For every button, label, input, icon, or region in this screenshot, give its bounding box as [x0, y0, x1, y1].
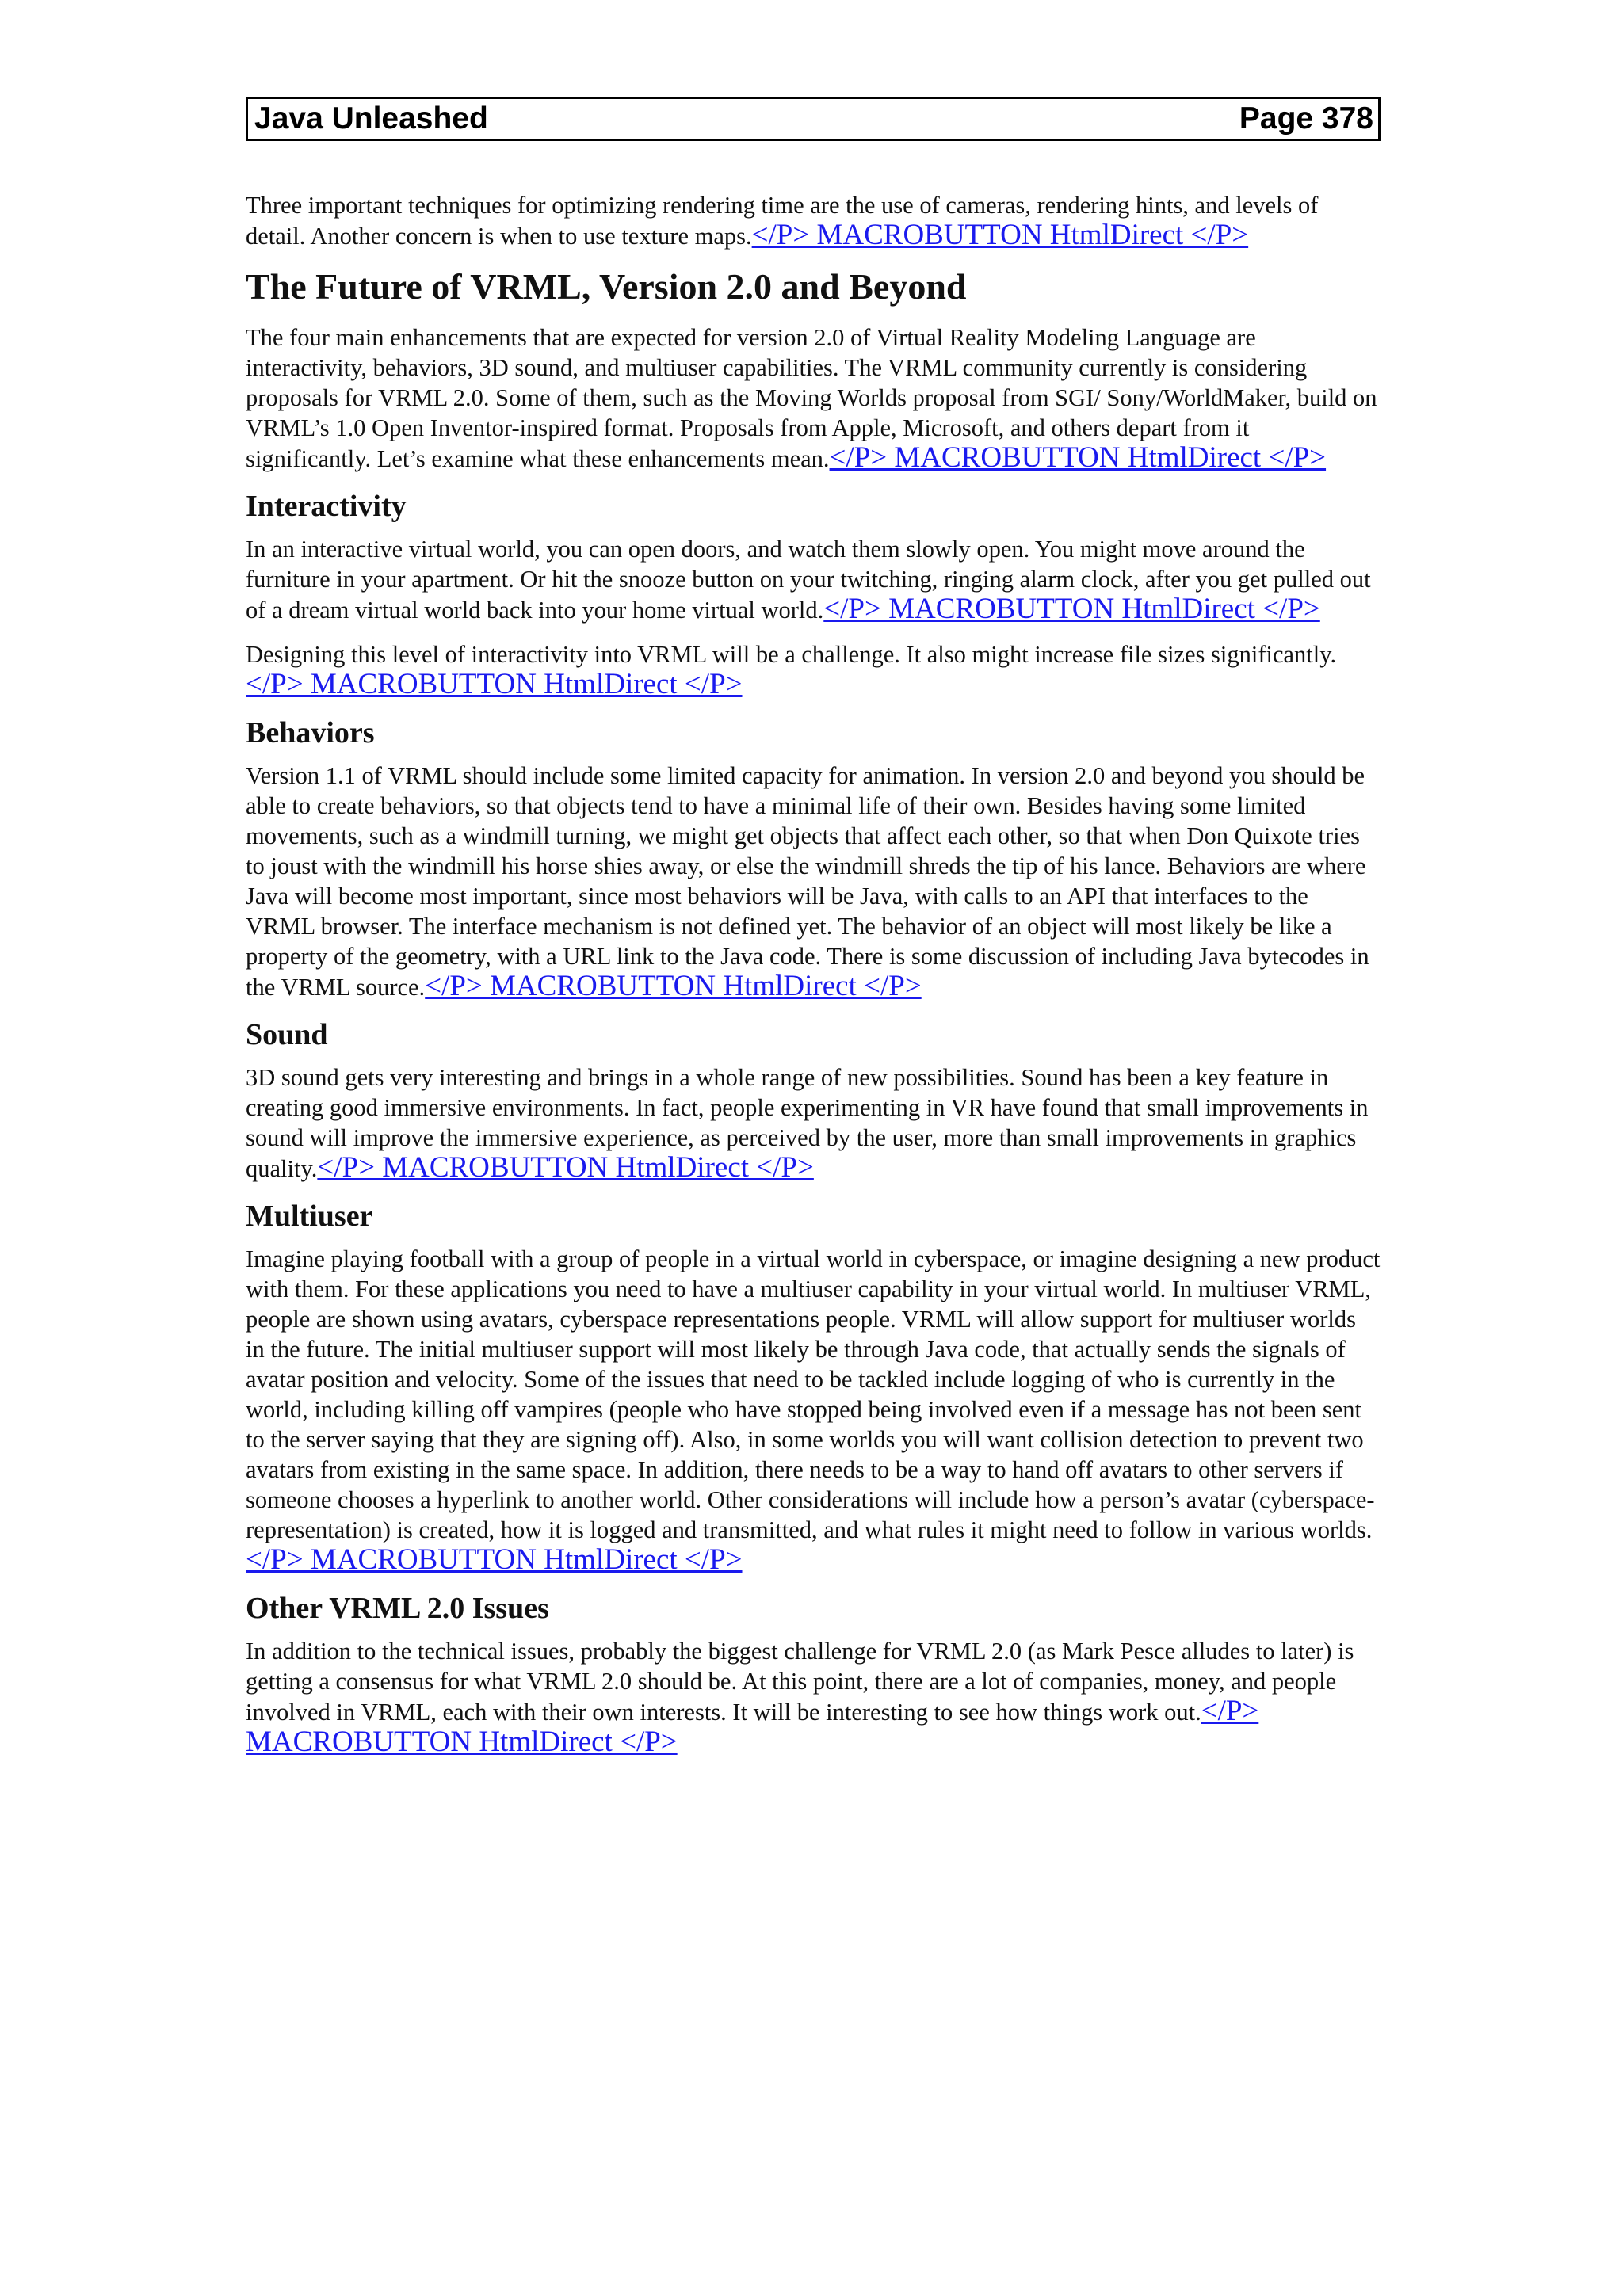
page-header	[246, 97, 1381, 141]
subheading-other-issues: Other VRML 2.0 Issues	[246, 1592, 549, 1625]
paragraph-sound: 3D sound gets very interesting and brings in a whole range of new possibilities. Sound has been a key feature in creating good immersive environments. In fact, people experimenting in VR have found that small improvements in sound will improve the immersive experience, as perceived by the user, more than small improvements in graphics quality.</P> MACROBUTTON HtmlDirect </P>	[246, 1064, 1369, 1184]
macrobutton-link[interactable]: </P> MACROBUTTON HtmlDirect </P>	[246, 1695, 1259, 1758]
macrobutton-link[interactable]: </P> MACROBUTTON HtmlDirect </P>	[246, 668, 743, 700]
macrobutton-link[interactable]: </P> MACROBUTTON HtmlDirect </P>	[829, 441, 1327, 474]
macrobutton-link[interactable]: </P> MACROBUTTON HtmlDirect </P>	[425, 970, 922, 1002]
macrobutton-link[interactable]: </P> MACROBUTTON HtmlDirect </P>	[823, 593, 1320, 625]
macrobutton-link[interactable]: </P> MACROBUTTON HtmlDirect </P>	[317, 1151, 814, 1184]
paragraph-multiuser: Imagine playing football with a group of people in a virtual world in cyberspace, or imagine designing a new product with them. For these applications you need to have a multiuser capability in your virtual world. In multiuser VRML, people are shown using avatars, cyberspace representations people. VRML will allow support for multiuser worlds in the future. The initial multiuser support will most likely be through Java code, that actually sends the signals of avatar position and velocity. Some of the issues that need to be tackled include logging of who is currently in the world, including killing off vampires (people who have stopped being involved even if a message has not been sent to the server saying that they are signing off). Also, in some worlds you will want collision detection to prevent two avatars from existing in the same space. In addition, there needs to be a way to hand off avatars to other servers if someone chooses a hyperlink to another world. Other considerations will include how a person’s avatar (cyberspace-representation) is created, how it is logged and transmitted, and what rules it might need to follow in various worlds.</P> MACROBUTTON HtmlDirect </P>	[246, 1245, 1381, 1576]
paragraph-behaviors: Version 1.1 of VRML should include some limited capacity for animation. In version 2.0 and beyond you should be able to create behaviors, so that objects tend to have a minimal life of their own. Besides having some limited movements, such as a windmill turning, we might get objects that affect each other, so that when Don Quixote tries to joust with the windmill his horse shies away, or else the windmill shreds the tip of his lance. Behaviors are where Java will become most important, since most behaviors will be Java, with calls to an API that interfaces to the VRML browser. The interface mechanism is not defined yet. The behavior of an object will most likely be like a property of the geometry, with a URL link to the Java code. There is some discussion of including Java bytecodes in the VRML source.</P> MACROBUTTON HtmlDirect </P>	[246, 762, 1369, 1002]
subheading-interactivity: Interactivity	[246, 490, 407, 523]
page-number: Page 378	[1239, 101, 1373, 135]
book-title: Java Unleashed	[254, 101, 488, 135]
page-content	[246, 190, 1381, 1758]
paragraph-other-issues: In addition to the technical issues, probably the biggest challenge for VRML 2.0 (as Mark Pesce alludes to later) is getting a consensus for what VRML 2.0 should be. At this point, there are a lot of companies, money, and people involved in VRML, each with their own interests. It will be interesting to see how things work out.</P> MACROBUTTON HtmlDirect </P>	[246, 1638, 1354, 1758]
paragraph-interactivity-1: In an interactive virtual world, you can open doors, and watch them slowly open. You might move around the furniture in your apartment. Or hit the snooze button on your twitching, ringing alarm clock, after you get pulled out of a dream virtual world back into your home virtual world.</P> MACROBUTTON HtmlDirect </P>	[246, 536, 1371, 625]
macrobutton-link[interactable]: </P> MACROBUTTON HtmlDirect </P>	[246, 1543, 743, 1576]
macrobutton-link[interactable]: </P> MACROBUTTON HtmlDirect </P>	[751, 219, 1249, 251]
paragraph-future: The four main enhancements that are expected for version 2.0 of Virtual Reality Modeling Language are interactivity, behaviors, 3D sound, and multiuser capabilities. The VRML community currently is considering proposals for VRML 2.0. Some of them, such as the Moving Worlds proposal from SGI/ Sony/WorldMaker, build on VRML’s 1.0 Open Inventor-inspired format. Proposals from Apple, Microsoft, and others depart from it significantly. Let’s examine what these enhancements mean.</P> MACROBUTTON HtmlDirect </P>	[246, 324, 1377, 474]
paragraph-interactivity-2: Designing this level of interactivity into VRML will be a challenge. It also might increase file sizes significantly.</P> MACROBUTTON HtmlDirect </P>	[246, 641, 1337, 700]
paragraph-intro: Three important techniques for optimizing rendering time are the use of cameras, rendering hints, and levels of detail. Another concern is when to use texture maps.</P> MACROBUTTON HtmlDirect </P>	[246, 192, 1319, 251]
section-heading-future: The Future of VRML, Version 2.0 and Beyond	[246, 266, 967, 307]
document-page	[246, 97, 1381, 1772]
subheading-behaviors: Behaviors	[246, 716, 375, 749]
subheading-sound: Sound	[246, 1018, 328, 1051]
subheading-multiuser: Multiuser	[246, 1199, 373, 1233]
